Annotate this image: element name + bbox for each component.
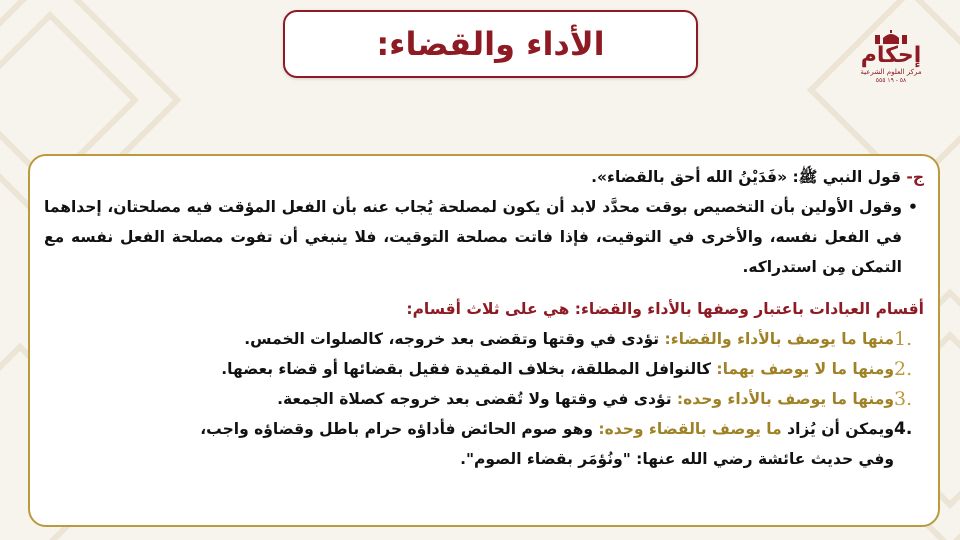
prophet-line <box>44 162 924 192</box>
item-text: كالنوافل المطلقة، بخلاف المقيدة فقيل بقضائها أو قضاء بعضها. <box>221 360 711 378</box>
list-item <box>44 414 924 474</box>
item-number: 4. <box>894 419 913 439</box>
item-text: وهو صوم الحائض فأداؤه حرام باطل وقضاؤه واجب، <box>200 420 593 438</box>
prophet-quote: قول النبي ﷺ: «فَدَيْنُ الله أحق بالقضاء». <box>591 168 901 186</box>
content-box <box>28 154 940 527</box>
page-title: الأداء والقضاء: <box>376 25 605 63</box>
title-box <box>283 10 698 78</box>
answer-mark: ج- <box>906 168 924 186</box>
item-label: ما يوصف بالقضاء وحده: <box>598 420 782 438</box>
section-heading: أقسام العبادات باعتبار وصفها بالأداء والقضاء: هي على ثلاث أقسام: <box>406 300 924 318</box>
item-text: تؤدى في وقتها وتقضى بعد خروجه، كالصلوات الخمس. <box>244 330 660 348</box>
bullet-text: وقول الأولين بأن التخصيص بوقت محدَّد لابد أن يكون لمصلحة يُجاب عنه بأن الفعل المؤقت فيه مصلحتان، إحداهما في الفعل نفسه، والأخرى في التوقيت، فإذا فاتت مصلحة التوقيت، فلا ينبغي أن تفوت مصلحة الفعل نفسه مع التمكن مِن استدراكه. <box>44 198 902 276</box>
item-number: 1. <box>894 328 913 350</box>
item-number: 3. <box>894 388 913 410</box>
list-item <box>44 354 924 384</box>
mosque-icon <box>871 30 911 44</box>
list-item <box>44 384 924 414</box>
item-label: منها ما يوصف بالأداء والقضاء: <box>664 330 894 348</box>
item-prefix: ويمكن أن يُزاد <box>787 420 894 438</box>
logo <box>846 30 936 94</box>
bullet-icon: • <box>908 198 918 216</box>
logo-name: إحكام <box>860 43 922 68</box>
item-label: ومنها ما لا يوصف بهما: <box>716 360 894 378</box>
item-continuation: وفي حديث عائشة رضي الله عنها: "ونُؤمَر بقضاء الصوم". <box>460 450 894 468</box>
logo-subtitle: مركز العلوم الشرعية <box>860 68 922 76</box>
logo-number: ٥٨ - ١٩ ٥٥٥ <box>875 77 907 84</box>
item-label: ومنها ما يوصف بالأداء وحده: <box>676 390 894 408</box>
item-number: 2. <box>894 358 913 380</box>
item-text: تؤدى في وقتها ولا تُقضى بعد خروجه كصلاة الجمعة. <box>277 390 672 408</box>
list-item <box>44 324 924 354</box>
bullet-paragraph <box>44 192 924 282</box>
